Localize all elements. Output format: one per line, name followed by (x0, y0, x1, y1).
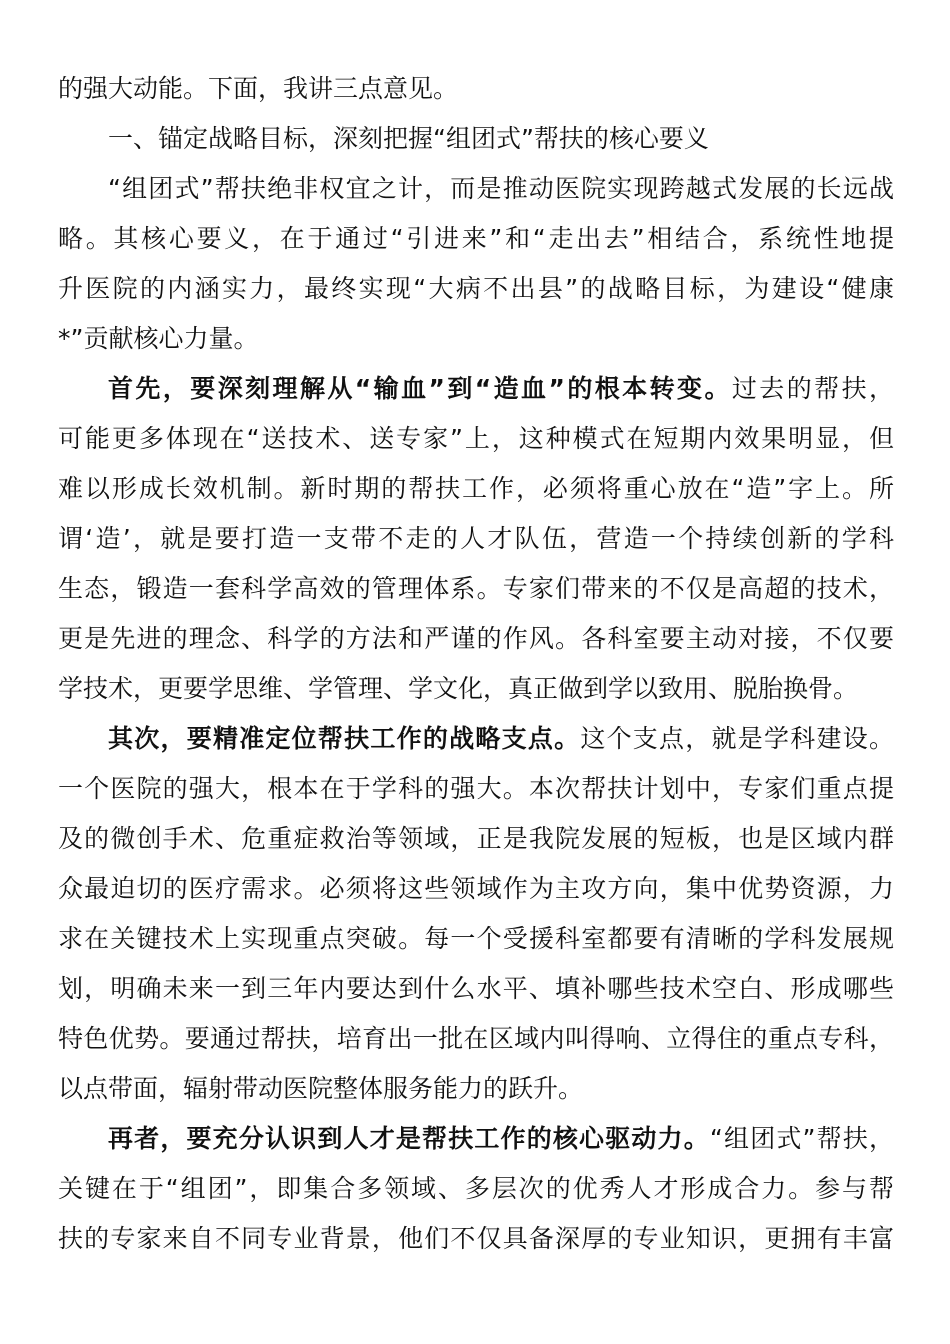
text-line: 扶的专家来自不同专业背景，他们不仅具备深厚的专业知识，更拥有丰富 (58, 1224, 894, 1253)
text-line: 可能更多体现在“送技术、送专家”上，这种模式在短期内效果明显，但 (58, 424, 894, 453)
paragraph-lead-line (58, 714, 894, 764)
text-line: 谓‘造’，就是要打造一支带不走的人才队伍，营造一个持续创新的学科 (58, 524, 894, 553)
text-line: 求在关键技术上实现重点突破。每一个受援科室都要有清晰的学科发展规 (58, 924, 894, 953)
lead-rest: “组团式”帮扶， (709, 1124, 894, 1153)
paragraph-lead-line (58, 1114, 894, 1164)
section-heading: 一、锚定战略目标，深刻把握“组团式”帮扶的核心要义 (108, 124, 709, 153)
text-line: 升医院的内涵实力，最终实现“大病不出县”的战略目标，为建设“健康 (58, 274, 894, 303)
text-line: 关键在于“组团”，即集合多领域、多层次的优秀人才形成合力。参与帮 (58, 1174, 894, 1203)
bold-lead: 首先，要深刻理解从“输血”到“造血”的根本转变。 (108, 374, 732, 403)
text-line: 学技术，更要学思维、学管理、学文化，真正做到学以致用、脱胎换骨。 (58, 674, 859, 703)
lead-rest: 这个支点，就是学科建设。 (580, 724, 894, 753)
text-line: “组团式”帮扶绝非权宜之计，而是推动医院实现跨越式发展的长远战 (108, 174, 894, 203)
text-line: 特色优势。要通过帮扶，培育出一批在区域内叫得响、立得住的重点专科， (58, 1024, 894, 1053)
text-line: 一个医院的强大，根本在于学科的强大。本次帮扶计划中，专家们重点提 (58, 774, 894, 803)
bold-lead: 其次，要精准定位帮扶工作的战略支点。 (108, 724, 581, 753)
lead-rest: 过去的帮扶， (731, 374, 894, 403)
text-line: 更是先进的理念、科学的方法和严谨的作风。各科室要主动对接，不仅要 (58, 624, 894, 653)
text-line: 生态，锻造一套科学高效的管理体系。专家们带来的不仅是高超的技术， (58, 574, 894, 603)
paragraph-lead-line (58, 364, 894, 414)
text-line: 及的微创手术、危重症救治等领域，正是我院发展的短板，也是区域内群 (58, 824, 894, 853)
bold-lead: 再者，要充分认识到人才是帮扶工作的核心驱动力。 (108, 1124, 710, 1153)
text-line: 的强大动能。下面，我讲三点意见。 (58, 74, 459, 103)
text-line: 以点带面，辐射带动医院整体服务能力的跃升。 (58, 1074, 584, 1103)
text-line: 略。其核心要义，在于通过“引进来”和“走出去”相结合，系统性地提 (58, 224, 894, 253)
text-line: *”贡献核心力量。 (58, 324, 259, 353)
document-page (58, 64, 894, 1264)
text-line: 难以形成长效机制。新时期的帮扶工作，必须将重心放在“造”字上。所 (58, 474, 894, 503)
text-line: 众最迫切的医疗需求。必须将这些领域作为主攻方向，集中优势资源，力 (58, 874, 894, 903)
text-line: 划，明确未来一到三年内要达到什么水平、填补哪些技术空白、形成哪些 (58, 974, 894, 1003)
